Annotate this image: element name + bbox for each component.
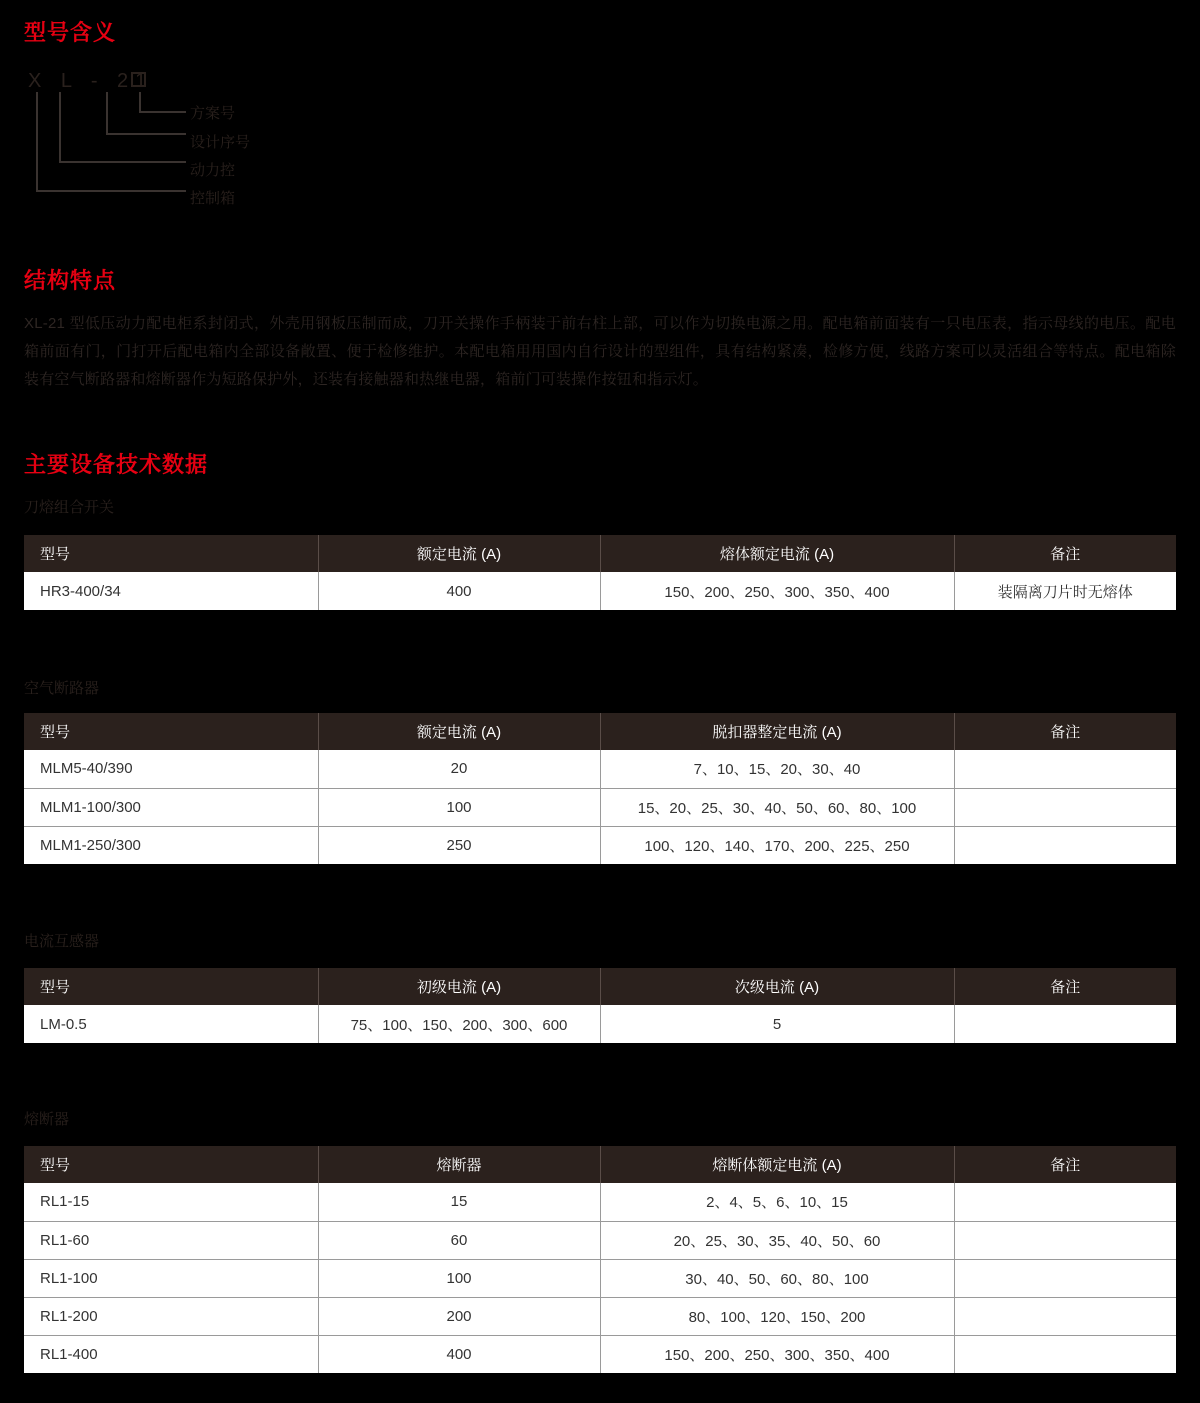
cell-model: MLM1-100/300 [24, 788, 318, 826]
table-header-row [24, 535, 1176, 572]
leader-vline-shejixuhao [106, 92, 108, 134]
cell-remark [954, 788, 1176, 826]
table-row [24, 826, 1176, 864]
cell-fuse-rated-current: 150、200、250、300、350、400 [600, 572, 954, 610]
spec-table-kongqiduanluqi [24, 713, 1176, 864]
table-header-row [24, 713, 1176, 750]
section-title-model-meaning: 型号含义 [24, 20, 117, 45]
table-caption-daorong: 刀熔组合开关 [24, 499, 115, 516]
model-code-characters: X L - 21 [28, 70, 154, 92]
cell-model: HR3-400/34 [24, 572, 318, 610]
table-container-kongqiduanluqi [24, 713, 1176, 864]
cell-remark [954, 1335, 1176, 1373]
cell-fuse-element-current: 20、25、30、35、40、50、60 [600, 1221, 954, 1259]
cell-fuse-element-current: 150、200、250、300、350、400 [600, 1335, 954, 1373]
cell-rated-current: 20 [318, 750, 600, 788]
cell-fuse-element-current: 2、4、5、6、10、15 [600, 1183, 954, 1221]
section-title-structure-features: 结构特点 [24, 268, 117, 293]
structure-features-paragraph: XL-21 型低压动力配电柜系封闭式，外壳用钢板压制而成，刀开关操作手柄装于前右柱上部，可以作为切换电源之用。配电箱前面装有一只电压表，指示母线的电压。配电箱前面有门，门打开后配电箱内全部设备敞置、便于检修维护。本配电箱用用国内自行设计的型组件，具有结构紧凑，检修方便，线路方案可以灵活组合等特点。配电箱除装有空气断路器和熔断器作为短路保护外，还装有接触器和热继电器，箱前门可装操作按钮和指示灯。 [24, 315, 1176, 388]
cell-fuse-element-current: 30、40、50、60、80、100 [600, 1259, 954, 1297]
leader-hline-fanganhao [139, 111, 186, 113]
cell-fuse: 100 [318, 1259, 600, 1297]
table-caption-dianliuhuganqi: 电流互感器 [24, 933, 100, 950]
table-header-row [24, 968, 1176, 1005]
col-header-remark: 备注 [954, 535, 1176, 572]
cell-fuse: 60 [318, 1221, 600, 1259]
table-row [24, 750, 1176, 788]
cell-fuse: 15 [318, 1183, 600, 1221]
section-title-tech-data: 主要设备技术数据 [24, 452, 209, 477]
cell-model: MLM1-250/300 [24, 826, 318, 864]
col-header-model: 型号 [24, 713, 318, 750]
spec-table-dianliuhuganqi [24, 968, 1176, 1043]
table-row [24, 1005, 1176, 1043]
leader-vline-fanganhao [139, 92, 141, 112]
cell-fuse: 400 [318, 1335, 600, 1373]
col-header-fuse: 熔断器 [318, 1146, 600, 1183]
cell-remark [954, 750, 1176, 788]
table-row [24, 1335, 1176, 1373]
col-header-primary-current: 初级电流 (A) [318, 968, 600, 1005]
table-caption-rongduanqi: 熔断器 [24, 1111, 70, 1128]
cell-fuse: 200 [318, 1297, 600, 1335]
cell-remark [954, 1259, 1176, 1297]
table-container-daorong [24, 535, 1176, 610]
col-header-secondary-current: 次级电流 (A) [600, 968, 954, 1005]
table-container-rongduanqi [24, 1146, 1176, 1373]
col-header-rated-current: 额定电流 (A) [318, 535, 600, 572]
cell-fuse-element-current: 80、100、120、150、200 [600, 1297, 954, 1335]
table-row [24, 1297, 1176, 1335]
cell-secondary-current: 5 [600, 1005, 954, 1043]
leader-label-fanganhao: 方案号 [190, 105, 236, 122]
table-caption-kongqiduanluqi: 空气断路器 [24, 680, 100, 697]
cell-model: RL1-15 [24, 1183, 318, 1221]
col-header-model: 型号 [24, 1146, 318, 1183]
cell-rated-current: 250 [318, 826, 600, 864]
cell-rated-current: 400 [318, 572, 600, 610]
leader-vline-donglikong [59, 92, 61, 162]
col-header-model: 型号 [24, 968, 318, 1005]
col-header-trip-current: 脱扣器整定电流 (A) [600, 713, 954, 750]
cell-trip-current: 15、20、25、30、40、50、60、80、100 [600, 788, 954, 826]
cell-trip-current: 100、120、140、170、200、225、250 [600, 826, 954, 864]
table-row [24, 572, 1176, 610]
cell-remark [954, 1297, 1176, 1335]
table-row [24, 1259, 1176, 1297]
col-header-fuse-rated-current: 熔体额定电流 (A) [600, 535, 954, 572]
cell-remark: 装隔离刀片时无熔体 [954, 572, 1176, 610]
table-row [24, 788, 1176, 826]
leader-label-shejixuhao: 设计序号 [190, 134, 251, 151]
cell-trip-current: 7、10、15、20、30、40 [600, 750, 954, 788]
leader-vline-kongzhixiang [36, 92, 38, 191]
cell-rated-current: 100 [318, 788, 600, 826]
leader-hline-shejixuhao [106, 133, 186, 135]
cell-model: RL1-60 [24, 1221, 318, 1259]
spec-table-daorong [24, 535, 1176, 610]
col-header-fuse-element-current: 熔断体额定电流 (A) [600, 1146, 954, 1183]
cell-model: RL1-100 [24, 1259, 318, 1297]
cell-remark [954, 826, 1176, 864]
col-header-rated-current: 额定电流 (A) [318, 713, 600, 750]
cell-remark [954, 1005, 1176, 1043]
cell-remark [954, 1183, 1176, 1221]
col-header-model: 型号 [24, 535, 318, 572]
table-row [24, 1183, 1176, 1221]
col-header-remark: 备注 [954, 713, 1176, 750]
leader-label-kongzhixiang: 控制箱 [190, 190, 236, 207]
cell-model: LM-0.5 [24, 1005, 318, 1043]
table-container-dianliuhuganqi [24, 968, 1176, 1043]
leader-hline-kongzhixiang [36, 190, 186, 192]
model-code-box-icon [131, 72, 146, 87]
col-header-remark: 备注 [954, 968, 1176, 1005]
leader-hline-donglikong [59, 161, 186, 163]
col-header-remark: 备注 [954, 1146, 1176, 1183]
table-row [24, 1221, 1176, 1259]
table-header-row [24, 1146, 1176, 1183]
cell-model: MLM5-40/390 [24, 750, 318, 788]
cell-primary-current: 75、100、150、200、300、600 [318, 1005, 600, 1043]
cell-remark [954, 1221, 1176, 1259]
cell-model: RL1-200 [24, 1297, 318, 1335]
spec-table-rongduanqi [24, 1146, 1176, 1373]
model-code-diagram [0, 0, 600, 230]
cell-model: RL1-400 [24, 1335, 318, 1373]
leader-label-donglikong: 动力控 [190, 162, 236, 179]
